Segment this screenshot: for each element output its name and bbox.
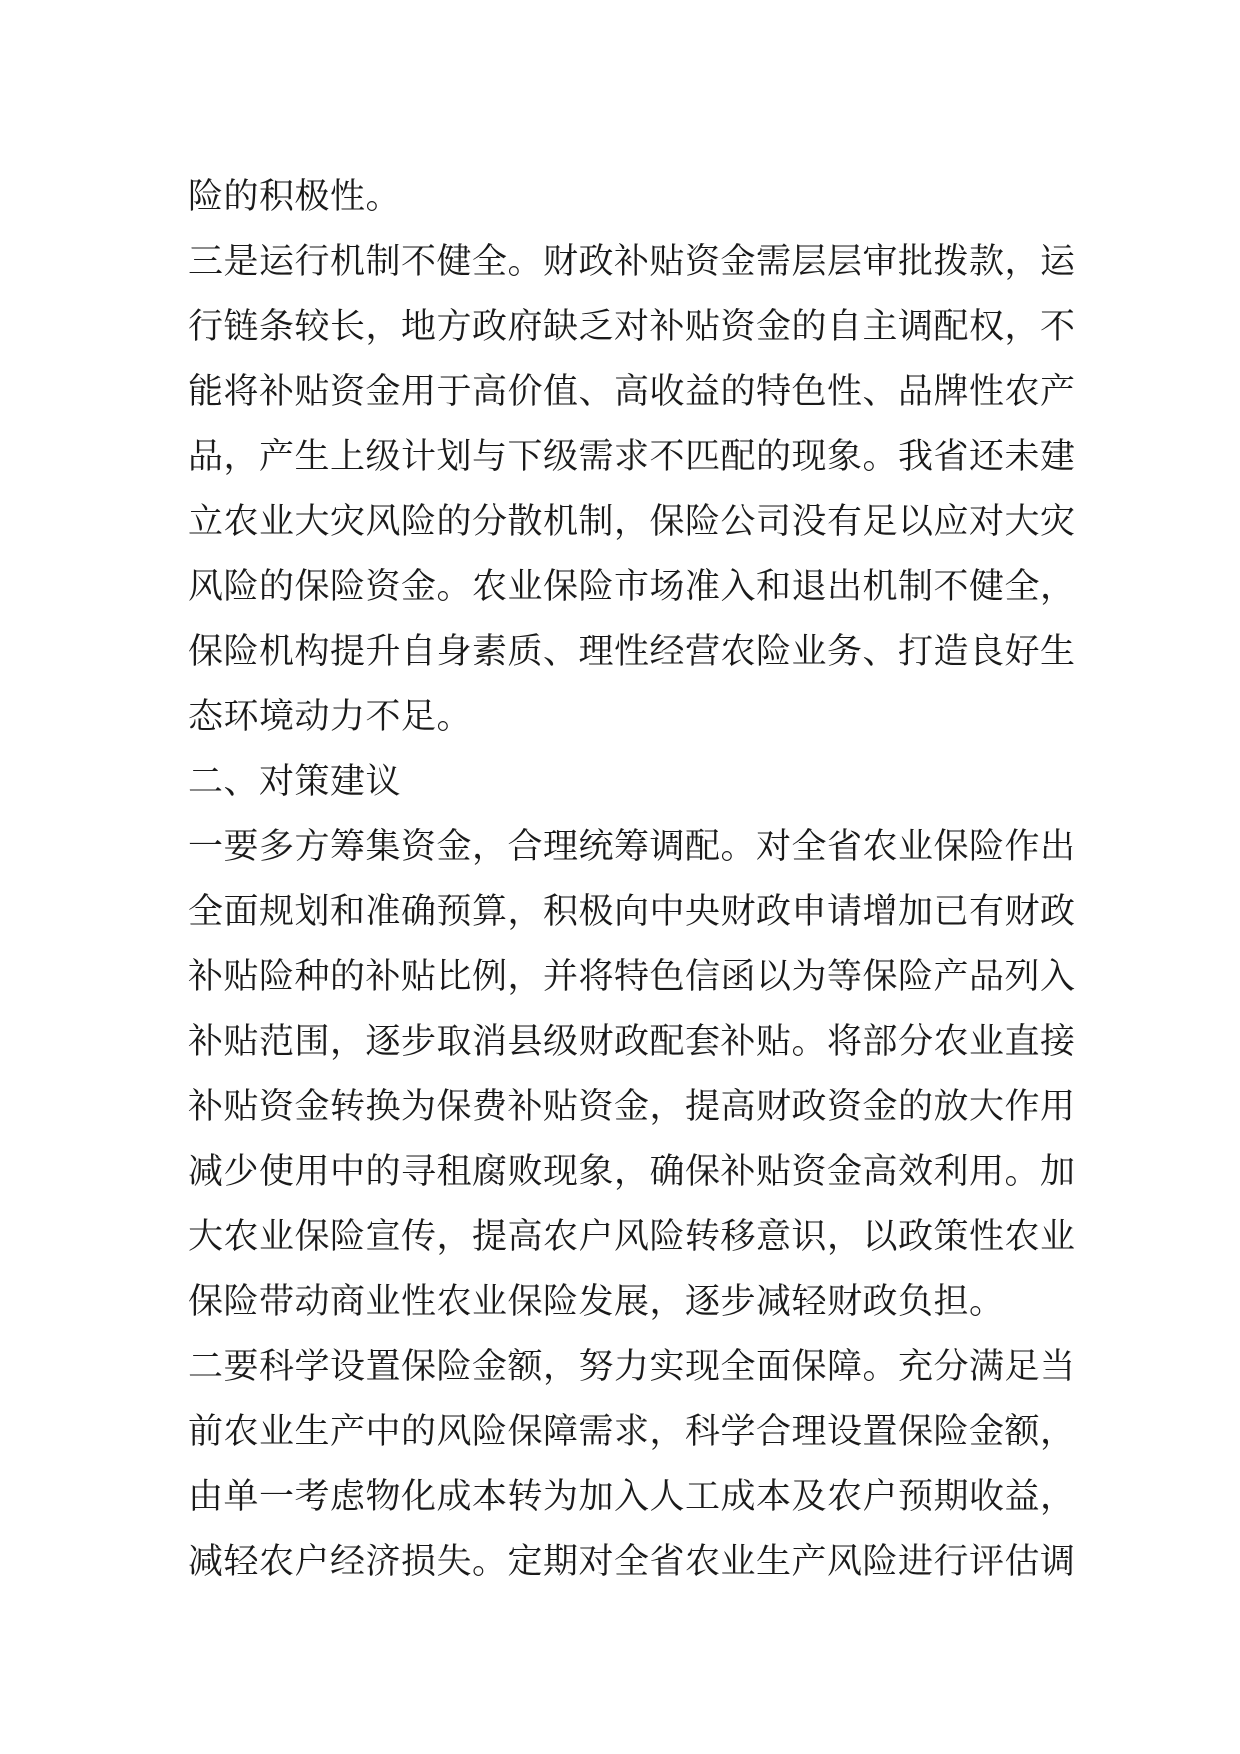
text-line: 行链条较长，地方政府缺乏对补贴资金的自主调配权，不 — [188, 307, 1076, 347]
text-line: 保险带动商业性农业保险发展，逐步减轻财政负担。 — [188, 1282, 1005, 1322]
text-line: 保险机构提升自身素质、理性经营农险业务、打造良好生 — [188, 632, 1076, 672]
text-line: 态环境动力不足。 — [188, 697, 473, 737]
text-line: 风险的保险资金。农业保险市场准入和退出机制不健全， — [188, 567, 1076, 607]
text-line: 补贴范围，逐步取消县级财政配套补贴。将部分农业直接 — [188, 1022, 1076, 1062]
text-line: 立农业大灾风险的分散机制，保险公司没有足以应对大灾 — [188, 502, 1076, 542]
section-heading: 二、对策建议 — [188, 762, 402, 802]
text-line: 前农业生产中的风险保障需求，科学合理设置保险金额， — [188, 1412, 1076, 1452]
text-line: 减轻农户经济损失。定期对全省农业生产风险进行评估调 — [188, 1542, 1076, 1582]
text-line: 全面规划和准确预算，积极向中央财政申请增加已有财政 — [188, 892, 1076, 932]
text-line: 减少使用中的寻租腐败现象，确保补贴资金高效利用。加 — [188, 1152, 1076, 1192]
text-line: 二要科学设置保险金额，努力实现全面保障。充分满足当 — [188, 1347, 1076, 1387]
text-line: 大农业保险宣传，提高农户风险转移意识，以政策性农业 — [188, 1217, 1076, 1257]
text-line: 一要多方筹集资金，合理统筹调配。对全省农业保险作出 — [188, 827, 1076, 867]
text-line: 补贴险种的补贴比例，并将特色信函以为等保险产品列入 — [188, 957, 1076, 997]
text-line: 险的积极性。 — [188, 177, 402, 217]
text-line: 三是运行机制不健全。财政补贴资金需层层审批拨款，运 — [188, 242, 1076, 282]
text-line: 能将补贴资金用于高价值、高收益的特色性、品牌性农产 — [188, 372, 1076, 412]
body-text — [188, 165, 1076, 1595]
text-line: 由单一考虑物化成本转为加入人工成本及农户预期收益， — [188, 1477, 1076, 1517]
text-line: 补贴资金转换为保费补贴资金，提高财政资金的放大作用 — [188, 1087, 1076, 1127]
text-line: 品，产生上级计划与下级需求不匹配的现象。我省还未建 — [188, 437, 1076, 477]
